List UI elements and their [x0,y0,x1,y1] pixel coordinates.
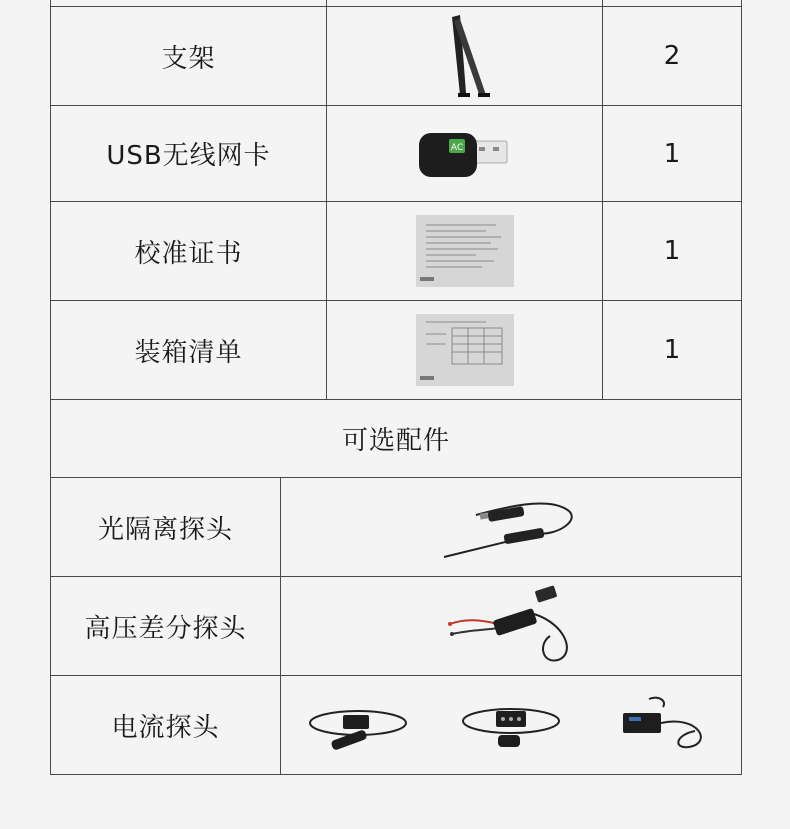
item-name: 校准证书 [134,238,243,269]
table-row [51,106,741,202]
item-quantity: 1 [663,335,681,365]
item-name: 装箱清单 [134,337,243,368]
item-name: 支架 [161,43,216,74]
high-voltage-differential-probe-icon [446,584,576,668]
svg-text:AC: AC [450,142,463,153]
item-name: 光隔离探头 [97,514,233,545]
table-row-partial [51,0,741,7]
current-probe-icon [303,695,413,755]
item-quantity: 2 [663,41,681,71]
packing-list-icon [416,314,514,386]
table-row [51,676,741,775]
stand-icon [430,11,500,101]
current-probe-icon [456,695,566,755]
section-header-row [51,400,741,478]
item-name: 电流探头 [111,712,220,743]
section-title: 可选配件 [341,426,450,456]
usb-wifi-adapter-icon [415,123,515,185]
calibration-certificate-icon [416,215,514,287]
current-probe-icon [609,695,719,755]
item-quantity: 1 [663,236,681,266]
accessory-table [50,0,742,775]
item-quantity: 1 [663,138,681,169]
table-row [51,577,741,676]
optical-isolation-probe-icon [436,487,586,567]
table-row [51,301,741,400]
item-name: USB无线网卡 [106,141,271,171]
table-row [51,202,741,301]
item-name: 高压差分探头 [84,613,247,644]
table-row [51,7,741,106]
table-row [51,478,741,577]
